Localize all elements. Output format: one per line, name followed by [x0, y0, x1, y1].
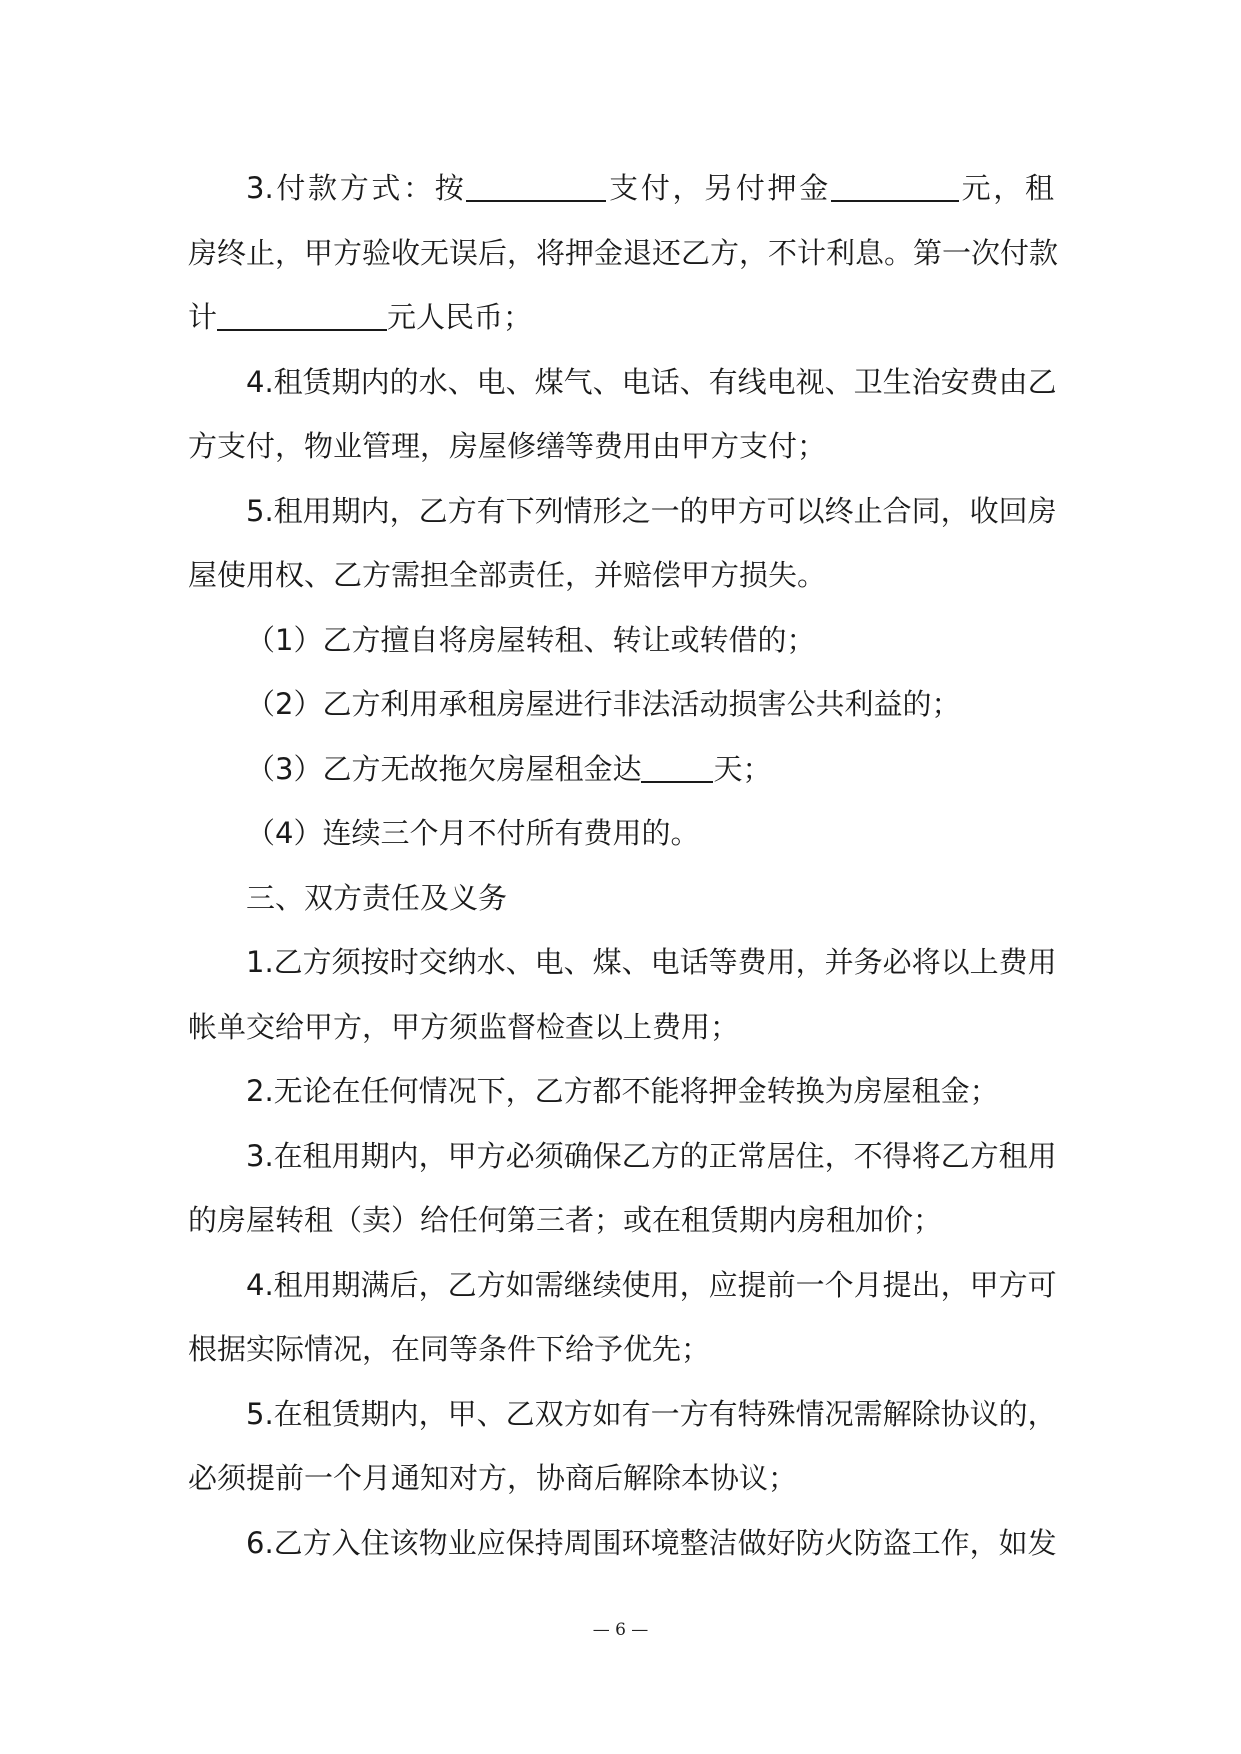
text-line: 必须提前一个月通知对方，协商后解除本协议； [188, 1461, 798, 1495]
list-item: （1）乙方擅自将房屋转租、转让或转借的； [246, 622, 816, 657]
text-line: 屋使用权、乙方需担全部责任，并赔偿甲方损失。 [188, 558, 827, 592]
text-line: 计 元人民币； [188, 300, 533, 334]
text-line: 1.乙方须按时交纳水、电、煤、电话等费用，并务必将以上费用 [246, 945, 1057, 979]
blank-field [466, 170, 606, 202]
text-line: 3.付款方式：按 支付，另付押金 元，租 [246, 171, 1054, 205]
blank-field [217, 299, 387, 331]
blank-field [641, 751, 713, 783]
text-line: 方支付，物业管理，房屋修缮等费用由甲方支付； [188, 429, 827, 463]
text-line: 帐单交给甲方，甲方须监督检查以上费用； [188, 1009, 740, 1044]
text-line: 的房屋转租（卖）给任何第三者；或在租赁期内房租加价； [188, 1203, 943, 1237]
text-line: 5.在租赁期内，甲、乙双方如有一方有特殊情况需解除协议的， [246, 1396, 1057, 1431]
page-number: — 6 — [592, 1620, 649, 1640]
list-item: （2）乙方利用承租房屋进行非法活动损害公共利益的； [246, 687, 961, 721]
text-line: 4.租赁期内的水、电、煤气、电话、有线电视、卫生治安费由乙 [246, 364, 1057, 399]
text-line: 3.在租用期内，甲方必须确保乙方的正常居住，不得将乙方租用 [246, 1138, 1057, 1173]
list-item: （4）连续三个月不付所有费用的。 [246, 816, 700, 850]
list-item: （3）乙方无故拖欠房屋租金达 天； [246, 751, 772, 786]
text-line: 2.无论在任何情况下，乙方都不能将押金转换为房屋租金； [246, 1074, 999, 1108]
text-line: 房终止，甲方验收无误后，将押金退还乙方，不计利息。第一次付款 [188, 235, 1059, 270]
text-line: 根据实际情况，在同等条件下给予优先； [188, 1332, 711, 1366]
blank-field [831, 170, 959, 202]
text-line: 4.租用期满后，乙方如需继续使用，应提前一个月提出，甲方可 [246, 1267, 1057, 1302]
section-heading: 三、双方责任及义务 [246, 880, 508, 915]
text-line: 5.租用期内，乙方有下列情形之一的甲方可以终止合同，收回房 [246, 493, 1057, 528]
document-body [188, 156, 1059, 1575]
text-line: 6.乙方入住该物业应保持周围环境整洁做好防火防盗工作，如发 [246, 1525, 1057, 1560]
